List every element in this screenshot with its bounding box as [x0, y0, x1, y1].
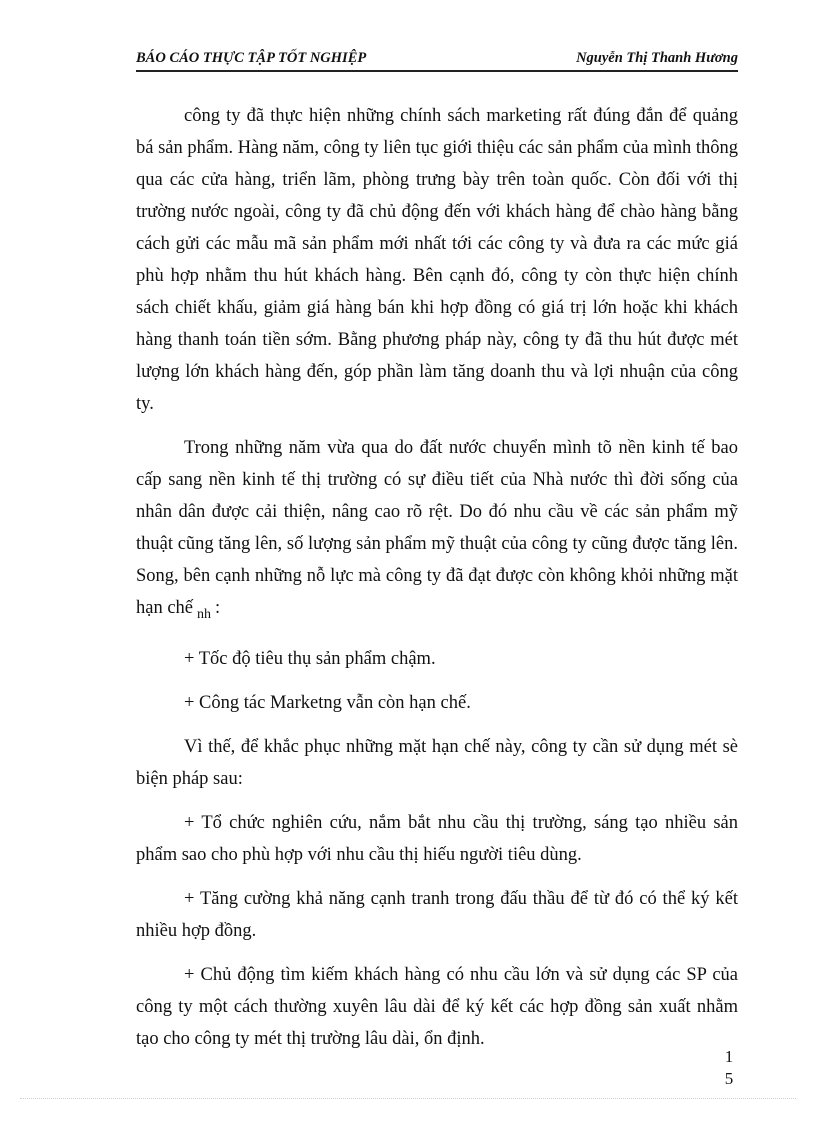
paragraph-economy	[136, 432, 738, 631]
list-item-limitation-2: + Công tác Marketng vẫn còn hạn chế.	[184, 693, 471, 713]
footer-divider	[20, 1098, 796, 1099]
paragraph-economy-text: Trong những năm vừa qua do đất nước chuyển mình tõ nền kinh tế bao cấp sang nền kinh tế thị trường có sự điều tiết của Nhà nước thì đời sống của nhân dân được cải thiện, nâng cao rõ rệt. Do đó nhu cầu về các sản phẩm mỹ thuật cũng tăng lên, số lượng sản phẩm mỹ thuật của công ty cũng được tăng lên. Song, bên cạnh những nỗ lực mà công ty đã đạt được còn không khỏi những mặt hạn chế	[136, 438, 738, 618]
list-item-measure-3: + Chủ động tìm kiếm khách hàng có nhu cầu lớn và sử dụng các SP của công ty một cách thường xuyên lâu dài để ký kết các hợp đồng sản xuất nhằm tạo cho công ty mét thị trường lâu dài, ổn định.	[136, 965, 738, 1049]
list-item-measure-1: + Tổ chức nghiên cứu, nắm bắt nhu cầu thị trường, sáng tạo nhiều sản phẩm sao cho phù hợp với nhu cầu thị hiếu người tiêu dùng.	[136, 813, 738, 865]
paragraph-marketing: công ty đã thực hiện những chính sách marketing rất đúng đắn để quảng bá sản phẩm. Hàng năm, công ty liên tục giới thiệu các sản phẩm của mình thông qua các cửa hàng, triển lãm, phòng trưng bày trên toàn quốc. Còn đối với thị trường nước ngoài, công ty đã chủ động đến với khách hàng để chào hàng bằng cách gửi các mẫu mã sản phẩm mới nhất tới các công ty và đưa ra các mức giá phù hợp nhằm thu hút khách hàng. Bên cạnh đó, công ty còn thực hiện chính sách chiết khấu, giảm giá hàng bán khi hợp đồng có giá trị lớn hoặc khi khách hàng thanh toán tiền sớm. Bằng phương pháp này, công ty đã thu hút được mét lượng lớn khách hàng đến, góp phần làm tăng doanh thu và lợi nhuận của công ty.	[136, 106, 738, 414]
header-author-name: Nguyễn Thị Thanh Hương	[576, 50, 738, 66]
document-body	[136, 100, 738, 1067]
paragraph-economy-sub: nh	[197, 607, 212, 622]
list-item-limitation-1: + Tốc độ tiêu thụ sản phẩm chậm.	[184, 649, 436, 669]
paragraph-economy-colon: :	[215, 598, 221, 618]
page-number-line-2: 5	[724, 1069, 734, 1088]
page-number	[722, 1046, 736, 1090]
page-number-line-1: 1	[724, 1047, 734, 1066]
page-header	[136, 48, 738, 72]
header-report-title: BÁO CÁO THỰC TẬP TỐT NGHIỆP	[136, 50, 367, 66]
list-item-measure-2: + Tăng cường khả năng cạnh tranh trong đấu thầu để từ đó có thể ký kết nhiều hợp đồng.	[136, 889, 738, 941]
paragraph-measures-intro: Vì thế, để khắc phục những mặt hạn chế này, công ty cần sử dụng mét sè biện pháp sau:	[136, 737, 738, 789]
